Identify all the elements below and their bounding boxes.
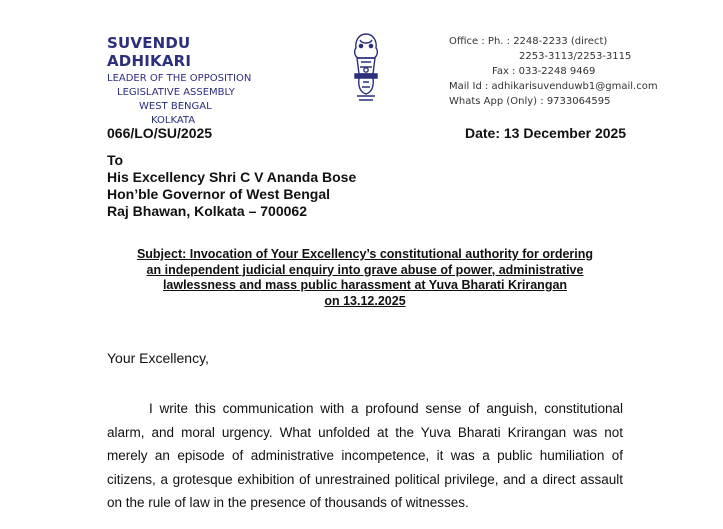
- body-paragraph: I write this communication with a profound sense of anguish, constitutional alarm, and moral urgency. What unfolded at the Yuva Bharati Krirangan was not merely an episode of administrative incompetence, it was a public humiliation of citizens, a grotesque exhibition of unrestrained political privilege, and a direct assault on the rule of law in the presence of thousands of witnesses.: [107, 401, 623, 510]
- recipient-location: Raj Bhawan, Kolkata – 700062: [107, 203, 307, 219]
- subject-line: Subject: Invocation of Your Excellency’s constitutional authority for ordering: [136, 247, 594, 261]
- salutation: Your Excellency,: [107, 350, 209, 366]
- recipient-address: [107, 152, 356, 220]
- mail-id: Mail Id : adhikarisuvenduwb1@gmail.com: [449, 81, 658, 92]
- subject-line: on 13.12.2025: [324, 293, 406, 308]
- sender-city: KOLKATA: [151, 115, 196, 126]
- sender-name: SUVENDU ADHIKARI: [107, 34, 192, 70]
- recipient-title: Hon’ble Governor of West Bengal: [107, 186, 330, 202]
- recipient-name: His Excellency Shri C V Ananda Bose: [107, 169, 357, 185]
- address-to: To: [107, 152, 124, 168]
- state-emblem-icon: [346, 30, 386, 110]
- office-phone-extra: 2253-3113/2253-3115: [519, 51, 632, 62]
- office-phone: Office : Ph. : 2248-2233 (direct): [449, 36, 608, 47]
- sender-body: LEGISLATIVE ASSEMBLY: [117, 87, 235, 98]
- subject-block: [107, 247, 623, 309]
- subject-line: an independent judicial enquiry into grave abuse of power, administrative: [146, 262, 584, 277]
- sender-state: WEST BENGAL: [139, 101, 212, 112]
- letterhead-contact: [449, 34, 719, 109]
- sender-title: LEADER OF THE OPPOSITION: [107, 73, 252, 84]
- reference-number: 066/LO/SU/2025: [107, 125, 213, 141]
- fax-number: Fax : 033-2248 9469: [492, 66, 596, 77]
- subject-line: lawlessness and mass public harassment at Yuva Bharati Krirangan: [162, 278, 568, 292]
- whatsapp-number: Whats App (Only) : 9733064595: [449, 96, 611, 107]
- letter-date: Date: 13 December 2025: [465, 125, 627, 141]
- letterhead-sender: [107, 34, 277, 128]
